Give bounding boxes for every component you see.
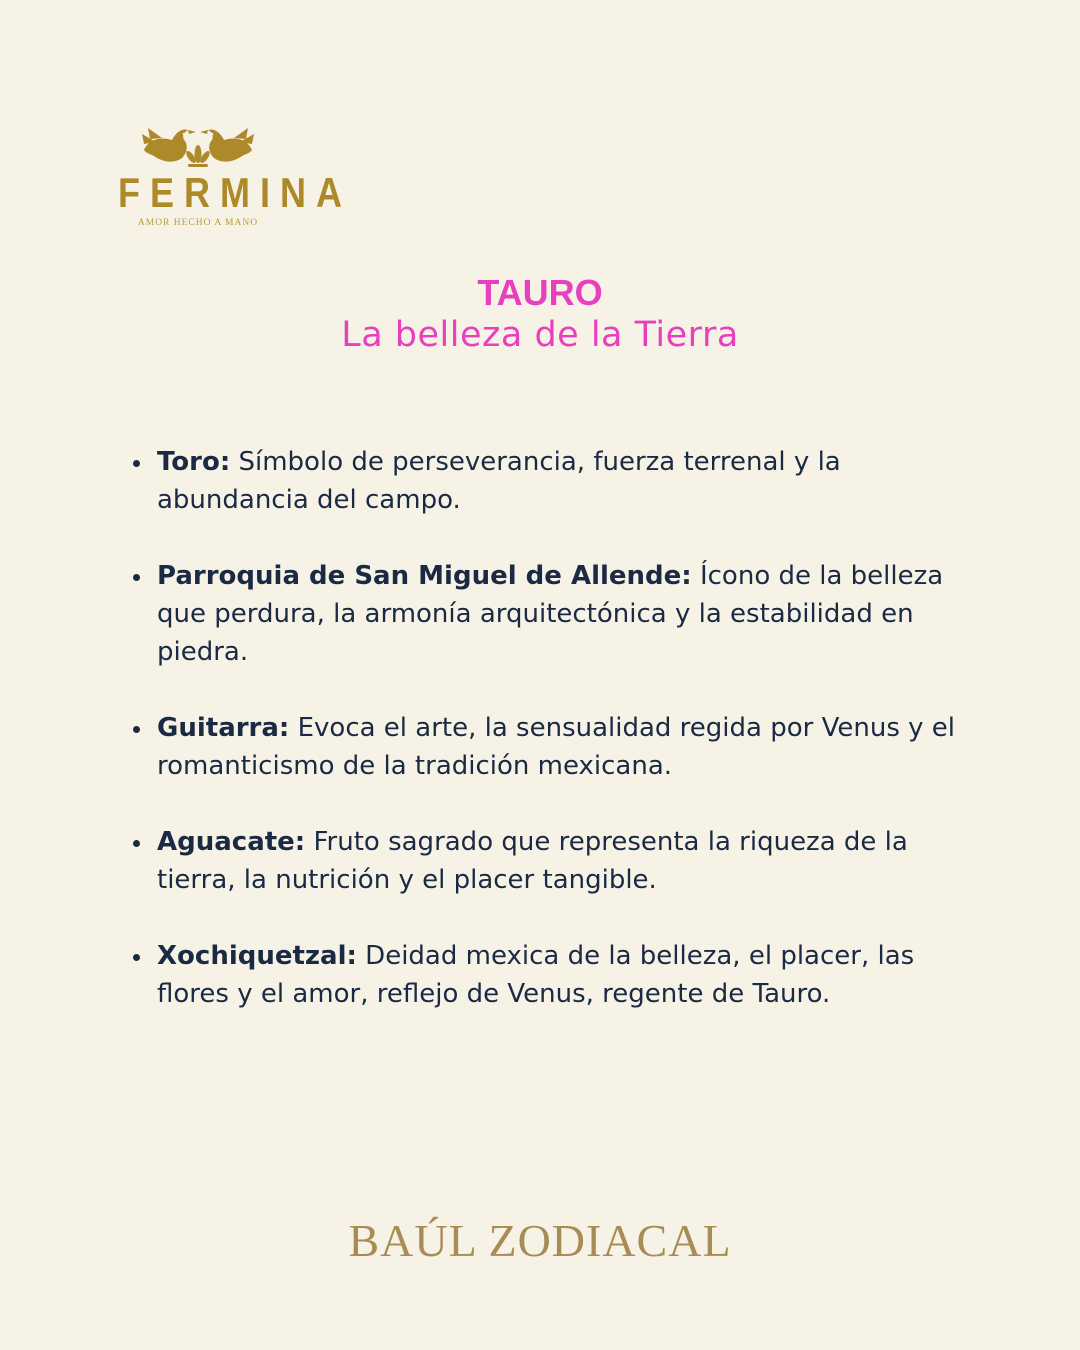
bullet-icon [133,574,140,581]
item-term: Guitarra: [157,713,290,743]
brand-tagline: AMOR HECHO A MANO [137,218,259,228]
item-description: Deidad mexica de la belleza, el placer, las flores y el amor, reflejo de Venus, regente de Tauro. [157,941,915,1009]
footer-title: BAÚL ZODIACAL [348,1215,732,1266]
list-item [130,823,990,899]
twin-birds-logo-icon [138,120,258,170]
bullet-icon [133,726,140,733]
item-term: Parroquia de San Miguel de Allende: [157,561,692,591]
brand-name: FERMINA [118,168,352,216]
sign-heading [0,272,1080,358]
sign-subtitle: La belleza de la Tierra [341,315,739,355]
bullet-icon [133,460,140,467]
item-description: Ícono de la belleza que perdura, la armonía arquitectónica y la estabilidad en piedra. [157,561,944,667]
item-term: Aguacate: [157,827,306,857]
item-description: Símbolo de perseverancia, fuerza terrenal y la abundancia del campo. [157,447,841,515]
item-term: Xochiquetzal: [157,941,357,971]
bullet-icon [133,840,140,847]
symbol-list [130,443,990,1051]
fermina-logo [110,120,352,228]
item-description: Evoca el arte, la sensualidad regida por Venus y el romanticismo de la tradición mexicana. [157,713,955,781]
list-item [130,709,990,785]
item-term: Toro: [157,447,231,477]
item-description: Fruto sagrado que representa la riqueza de la tierra, la nutrición y el placer tangible. [157,827,908,895]
bullet-icon [133,954,140,961]
list-item [130,937,990,1013]
list-item [130,443,990,519]
sign-title: TAURO [477,272,603,313]
list-item [130,557,990,671]
